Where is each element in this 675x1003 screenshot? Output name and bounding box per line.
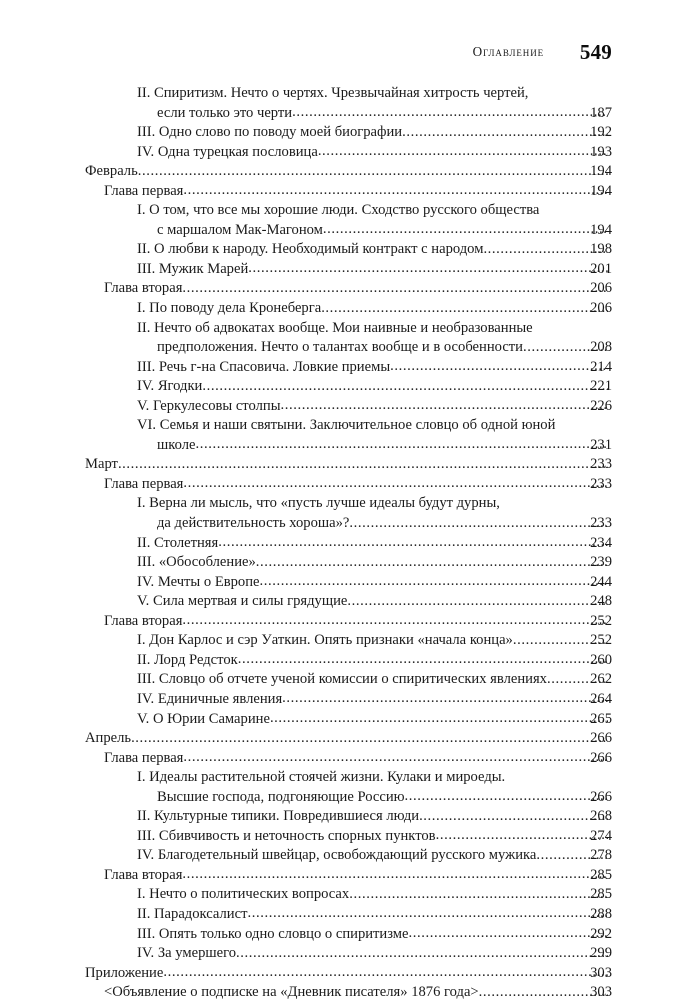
toc-entry[interactable]: [0, 651, 675, 671]
toc-dot-leader: [256, 553, 608, 573]
toc-entry-page-number: 266: [590, 788, 612, 805]
toc-entry[interactable]: [0, 397, 675, 417]
toc-entry-label: Глава первая: [104, 475, 184, 492]
toc-entry-page-number: 266: [590, 749, 612, 766]
toc-entry-label: II. Лорд Редсток: [137, 651, 238, 668]
toc-entry-page-number: 194: [590, 182, 612, 199]
toc-dot-leader: [183, 748, 608, 768]
toc-entry-label: II. Столетняя: [137, 534, 219, 551]
toc-entry-page-number: 265: [590, 710, 612, 727]
toc-entry[interactable]: [0, 123, 675, 143]
toc-entry[interactable]: [0, 416, 675, 436]
toc-entry[interactable]: [0, 240, 675, 260]
toc-entry-label: I. Дон Карлос и сэр Уаткин. Опять признаки «начала конца»: [137, 632, 513, 649]
toc-entry-label: III. «Обособление»: [137, 554, 256, 571]
toc-entry[interactable]: [0, 729, 675, 749]
toc-entry-page-number: 285: [590, 886, 612, 903]
toc-dot-leader: [118, 455, 608, 475]
toc-entry[interactable]: [0, 631, 675, 651]
toc-entry-page-number: 274: [590, 827, 612, 844]
toc-entry-page-number: 194: [590, 221, 612, 238]
toc-entry-page-number: 268: [590, 808, 612, 825]
toc-entry-label: I. По поводу дела Кронеберга: [137, 300, 322, 317]
toc-dot-leader: [182, 279, 608, 299]
toc-entry-label: IV. За умершего: [137, 945, 236, 962]
toc-dot-leader: [318, 142, 608, 162]
toc-dot-leader: [405, 787, 608, 807]
toc-entry-page-number: 208: [590, 339, 612, 356]
toc-entry-page-number: 292: [590, 925, 612, 942]
toc-entry[interactable]: [0, 768, 675, 788]
toc-entry[interactable]: [0, 710, 675, 730]
toc-entry-page-number: 252: [590, 632, 612, 649]
toc-entry-label: Глава первая: [104, 749, 184, 766]
toc-entry[interactable]: [0, 358, 675, 378]
toc-entry[interactable]: [0, 377, 675, 397]
toc-entry-label: I. Идеалы растительной стоячей жизни. Кулаки и мироеды.: [137, 769, 506, 786]
running-head: [0, 40, 675, 68]
toc-dot-leader: [347, 592, 608, 612]
toc-dot-leader: [349, 514, 608, 534]
toc-entry[interactable]: [0, 866, 675, 886]
toc-dot-leader: [390, 357, 608, 377]
toc-entry-label: если только это черти: [157, 104, 293, 121]
toc-entry-label: Февраль: [85, 163, 138, 180]
toc-entry[interactable]: [0, 319, 675, 339]
toc-entry[interactable]: [0, 475, 675, 495]
toc-entry-page-number: 231: [590, 436, 612, 453]
toc-entry-label: Март: [85, 456, 118, 473]
toc-entry-label: Глава вторая: [104, 612, 183, 629]
toc-dot-leader: [321, 299, 608, 319]
toc-dot-leader: [409, 924, 608, 944]
toc-entry-page-number: 187: [590, 104, 612, 121]
toc-dot-leader: [281, 396, 609, 416]
toc-dot-leader: [292, 103, 608, 123]
toc-dot-leader: [163, 963, 608, 983]
toc-entry-label: Апрель: [85, 730, 132, 747]
toc-entry-label: VI. Семья и наши святыни. Заключительное словцо об одной юной: [137, 417, 556, 434]
toc-entry-label: Глава первая: [104, 182, 184, 199]
toc-entry[interactable]: [0, 436, 675, 456]
toc-dot-leader: [182, 865, 608, 885]
toc-entry-page-number: 299: [590, 945, 612, 962]
toc-entry-label: III. Мужик Марей: [137, 260, 249, 277]
toc-entry-label: с маршалом Мак-Магоном: [157, 221, 323, 238]
toc-dot-leader: [183, 474, 608, 494]
toc-entry-page-number: 214: [590, 358, 612, 375]
toc-entry-label: школе: [157, 436, 196, 453]
toc-entry-page-number: 206: [590, 280, 612, 297]
toc-entry-label: II. Спиритизм. Нечто о чертях. Чрезвычайная хитрость чертей,: [137, 85, 529, 101]
toc-entry-label: II. Культурные типики. Повредившиеся люди: [137, 808, 420, 825]
toc-entry[interactable]: [0, 807, 675, 827]
toc-entry-page-number: 239: [590, 554, 612, 571]
toc-entry[interactable]: [0, 455, 675, 475]
toc-entry[interactable]: [0, 749, 675, 769]
toc-dot-leader: [247, 904, 608, 924]
toc-dot-leader: [323, 220, 608, 240]
toc-entry-page-number: 252: [590, 612, 612, 629]
toc-entry-page-number: 244: [590, 573, 612, 590]
toc-entry-page-number: 192: [590, 124, 612, 141]
toc-entry-label: V. О Юрии Самарине: [137, 710, 270, 727]
toc-entry-label: Высшие господа, подгоняющие Россию: [157, 788, 405, 805]
toc-dot-leader: [182, 611, 608, 631]
toc-entry-page-number: 248: [590, 593, 612, 610]
table-of-contents: [0, 84, 675, 1003]
toc-entry-page-number: 260: [590, 651, 612, 668]
toc-entry[interactable]: [0, 260, 675, 280]
toc-entry-label: I. Верна ли мысль, что «пусть лучше идеалы будут дурны,: [137, 495, 500, 512]
toc-entry[interactable]: [0, 494, 675, 514]
toc-entry-label: IV. Ягодки: [137, 378, 203, 395]
toc-entry-page-number: 226: [590, 397, 612, 414]
toc-entry-label: III. Опять только одно словцо о спиритизме: [137, 925, 409, 942]
toc-entry-page-number: 266: [590, 730, 612, 747]
toc-entry-label: V. Сила мертвая и силы грядущие: [137, 593, 348, 610]
toc-entry[interactable]: [0, 514, 675, 534]
toc-entry[interactable]: [0, 279, 675, 299]
toc-entry-label: II. Нечто об адвокатах вообще. Мои наивные и необразованные: [137, 319, 533, 336]
toc-entry-page-number: 233: [590, 515, 612, 532]
toc-entry-label: II. О любви к народу. Необходимый контракт с народом: [137, 241, 484, 258]
toc-entry-page-number: 264: [590, 690, 612, 707]
toc-entry-page-number: 303: [590, 984, 612, 1001]
toc-entry[interactable]: [0, 104, 675, 124]
toc-entry-label: да действительность хороша»?: [157, 515, 350, 532]
toc-entry-page-number: 285: [590, 866, 612, 883]
toc-dot-leader: [270, 709, 608, 729]
toc-entry-label: III. Сбивчивость и неточность спорных пунктов: [137, 827, 436, 844]
toc-entry[interactable]: [0, 846, 675, 866]
toc-entry-label: IV. Мечты о Европе: [137, 573, 260, 590]
toc-entry-label: II. Парадоксалист: [137, 905, 248, 922]
toc-entry-label: IV. Единичные явления: [137, 690, 283, 707]
toc-entry-label: Приложение: [85, 964, 164, 981]
toc-dot-leader: [236, 944, 608, 964]
toc-entry[interactable]: [0, 553, 675, 573]
toc-dot-leader: [419, 807, 608, 827]
toc-dot-leader: [218, 533, 608, 553]
toc-dot-leader: [183, 181, 608, 201]
toc-entry[interactable]: [0, 670, 675, 690]
toc-entry[interactable]: [0, 690, 675, 710]
toc-entry-page-number: 198: [590, 241, 612, 258]
toc-dot-leader: [260, 572, 608, 592]
toc-entry-page-number: 234: [590, 534, 612, 551]
toc-dot-leader: [248, 259, 608, 279]
toc-entry[interactable]: [0, 573, 675, 593]
toc-entry[interactable]: [0, 925, 675, 945]
toc-entry-page-number: 262: [590, 671, 612, 688]
toc-entry-page-number: 288: [590, 905, 612, 922]
toc-entry[interactable]: [0, 944, 675, 964]
toc-entry-label: IV. Благодетельный швейцар, освобождающий русского мужика: [137, 847, 537, 864]
toc-entry[interactable]: [0, 221, 675, 241]
running-head-title: Оглавление: [472, 44, 544, 59]
toc-entry-label: IV. Одна турецкая пословица: [137, 143, 318, 160]
toc-entry[interactable]: [0, 182, 675, 202]
toc-entry-label: V. Геркулесовы столпы: [137, 397, 281, 414]
toc-entry[interactable]: [0, 592, 675, 612]
toc-entry-page-number: 193: [590, 143, 612, 160]
toc-entry-page-number: 278: [590, 847, 612, 864]
toc-entry-page-number: 221: [590, 378, 612, 395]
toc-entry-label: Глава вторая: [104, 866, 183, 883]
toc-entry-label: I. Нечто о политических вопросах: [137, 886, 350, 903]
toc-entry[interactable]: [0, 338, 675, 358]
toc-entry-label: I. О том, что все мы хорошие люди. Сходство русского общества: [137, 202, 540, 219]
toc-entry-label: предположения. Нечто о талантах вообще и в особенности: [157, 339, 523, 356]
toc-entry-label: <Объявление о подписке на «Дневник писателя» 1876 года>: [104, 984, 479, 1001]
toc-dot-leader: [138, 162, 608, 182]
toc-dot-leader: [238, 650, 608, 670]
toc-entry[interactable]: [0, 788, 675, 808]
toc-entry[interactable]: [0, 534, 675, 554]
toc-entry-page-number: 303: [590, 964, 612, 981]
toc-entry[interactable]: [0, 299, 675, 319]
toc-dot-leader: [282, 689, 608, 709]
toc-entry[interactable]: [0, 162, 675, 182]
toc-dot-leader: [131, 729, 608, 749]
toc-dot-leader: [402, 123, 608, 143]
toc-entry[interactable]: [0, 84, 675, 104]
toc-dot-leader: [436, 826, 608, 846]
toc-entry-page-number: 206: [590, 300, 612, 317]
toc-entry[interactable]: [0, 612, 675, 632]
toc-entry[interactable]: [0, 964, 675, 984]
toc-dot-leader: [349, 885, 608, 905]
toc-entry-label: III. Речь г-на Спасовича. Ловкие приемы: [137, 358, 391, 375]
toc-entry-page-number: 201: [590, 260, 612, 277]
toc-entry[interactable]: [0, 201, 675, 221]
toc-dot-leader: [195, 435, 608, 455]
toc-entry-page-number: 233: [590, 456, 612, 473]
toc-entry[interactable]: [0, 143, 675, 163]
toc-entry-page-number: 233: [590, 475, 612, 492]
toc-entry[interactable]: [0, 885, 675, 905]
toc-entry-label: Глава вторая: [104, 280, 183, 297]
toc-entry-page-number: 194: [590, 163, 612, 180]
toc-entry[interactable]: [0, 827, 675, 847]
toc-entry-label: III. Словцо об отчете ученой комиссии о спиритических явлениях: [137, 671, 547, 688]
toc-dot-leader: [202, 377, 608, 397]
running-head-page-number: 549: [579, 40, 612, 64]
toc-entry[interactable]: [0, 905, 675, 925]
toc-entry-label: III. Одно слово по поводу моей биографии: [137, 124, 403, 141]
